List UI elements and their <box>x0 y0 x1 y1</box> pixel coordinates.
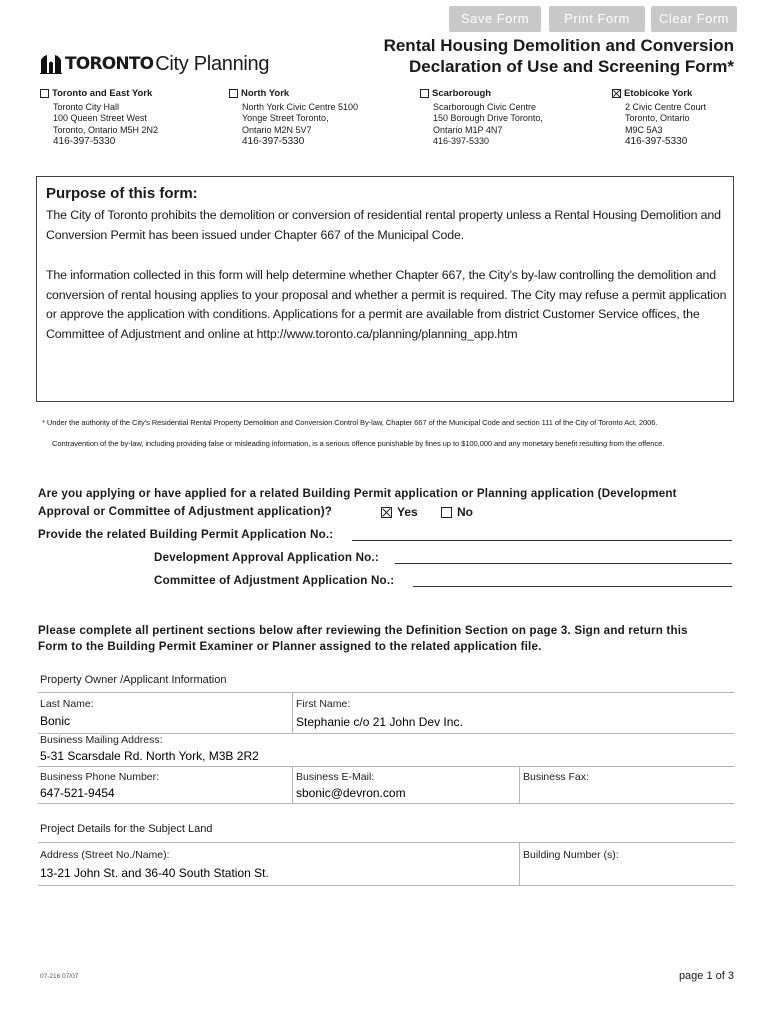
yes-checkbox[interactable] <box>381 507 392 518</box>
office-north-york: North York North York Civic Centre 5100 Yonge Street Toronto, Ontario M2N 5V7 416-397-5330 <box>229 88 358 148</box>
divider <box>38 692 734 693</box>
email-field[interactable]: sbonic@devron.com <box>296 786 406 800</box>
building-permit-field[interactable] <box>352 540 732 541</box>
project-address-label: Address (Street No./Name): <box>40 849 170 861</box>
last-name-label: Last Name: <box>40 698 94 710</box>
purpose-paragraph-1: The City of Toronto prohibits the demolition or conversion of residential rental property unless a Rental Housing Demolition and Conversion Permit has been issued under Chapter 667 of the Municipal Code. <box>46 208 721 242</box>
phone-label: Business Phone Number: <box>40 771 160 783</box>
form-title: Rental Housing Demolition and Conversion Declaration of Use and Screening Form* <box>383 36 734 76</box>
related-application-question-1: Are you applying or have applied for a related Building Permit application or Planning application (Development <box>38 487 677 500</box>
no-checkbox[interactable] <box>441 507 452 518</box>
logo-wordmark: TORONTO <box>65 54 154 74</box>
divider <box>38 885 734 886</box>
city-hall-icon <box>40 54 62 74</box>
owner-section-title: Property Owner /Applicant Information <box>40 674 227 686</box>
purpose-heading: Purpose of this form: <box>46 185 198 202</box>
save-form-button[interactable]: Save Form <box>449 6 541 32</box>
development-approval-label: Development Approval Application No.: <box>154 551 379 564</box>
phone-field[interactable]: 647-521-9454 <box>40 786 115 800</box>
divider <box>38 766 734 767</box>
logo-division: City Planning <box>155 53 270 75</box>
office-checkbox-scarborough[interactable] <box>420 89 429 98</box>
divider <box>519 767 520 803</box>
form-code: 07-216 07/07 <box>40 973 79 980</box>
instructions-line-1: Please complete all pertinent sections below after reviewing the Definition Section on page 3. Sign and return this <box>38 624 688 637</box>
instructions-line-2: Form to the Building Permit Examiner or Planner assigned to the related application file. <box>38 640 542 653</box>
last-name-field[interactable]: Bonic <box>40 714 71 728</box>
office-checkbox-toronto-east-york[interactable] <box>40 89 49 98</box>
office-toronto-east-york: Toronto and East York Toronto City Hall 100 Queen Street West Toronto, Ontario M5H 2N2 416-397-5330 <box>40 88 158 148</box>
city-logo <box>40 48 269 74</box>
office-etobicoke-york: Etobicoke York 2 Civic Centre Court Toronto, Ontario M9C 5A3 416-397-5330 <box>612 88 706 148</box>
building-permit-label: Provide the related Building Permit Application No.: <box>38 528 334 541</box>
project-address-field[interactable]: 13-21 John St. and 36-40 South Station St. <box>40 866 269 880</box>
committee-adjustment-field[interactable] <box>413 586 732 587</box>
office-checkbox-north-york[interactable] <box>229 89 238 98</box>
page-number: page 1 of 3 <box>678 970 734 982</box>
related-application-question-2: Approval or Committee of Adjustment application)? <box>38 505 333 518</box>
first-name-field[interactable]: Stephanie c/o 21 John Dev Inc. <box>296 715 463 729</box>
divider <box>519 843 520 885</box>
print-form-button[interactable]: Print Form <box>549 6 645 32</box>
office-checkbox-etobicoke-york[interactable] <box>612 89 621 98</box>
no-option[interactable]: No <box>441 505 473 519</box>
divider <box>38 842 734 843</box>
yes-option[interactable]: Yes <box>381 505 418 519</box>
email-label: Business E-Mail: <box>296 771 375 783</box>
development-approval-field[interactable] <box>395 563 732 564</box>
fax-label: Business Fax: <box>523 771 589 783</box>
divider <box>292 693 293 733</box>
clear-form-button[interactable]: Clear Form <box>651 6 737 32</box>
divider <box>292 767 293 803</box>
committee-adjustment-label: Committee of Adjustment Application No.: <box>154 574 395 587</box>
project-section-title: Project Details for the Subject Land <box>40 823 213 835</box>
footnote-contravention: Contravention of the by-law, including providing false or misleading information, is a serious offence punishable by fines up to $100,000 and any monetary benefit resulting from the offence. <box>52 439 665 448</box>
divider <box>38 803 734 804</box>
office-scarborough: Scarborough Scarborough Civic Centre 150 Borough Drive Toronto, Ontario M1P 4N7 416-397-5330 <box>420 88 543 148</box>
building-number-label: Building Number (s): <box>523 849 619 861</box>
mailing-address-field[interactable]: 5-31 Scarsdale Rd. North York, M3B 2R2 <box>40 749 259 763</box>
first-name-label: First Name: <box>296 698 351 710</box>
mailing-address-label: Business Mailing Address: <box>40 734 163 746</box>
purpose-box <box>36 176 734 402</box>
footnote-authority: * Under the authority of the City’s Residential Rental Property Demolition and Conversion Control By-law, Chapter 667 of the Municipal Code and section 111 of the City of Toronto Act, 2006. <box>42 418 658 427</box>
purpose-paragraph-2: The information collected in this form will help determine whether Chapter 667, the City’s by-law controlling the demolition and conversion of rental housing applies to your proposal and whether a permit is required. The City may refuse a permit application or approve the application with conditions. Applications for a permit are available from district Customer Service offices, the Committee of Adjustment and online at http://www.toronto.ca/planning/planning_app.htm <box>46 268 727 341</box>
